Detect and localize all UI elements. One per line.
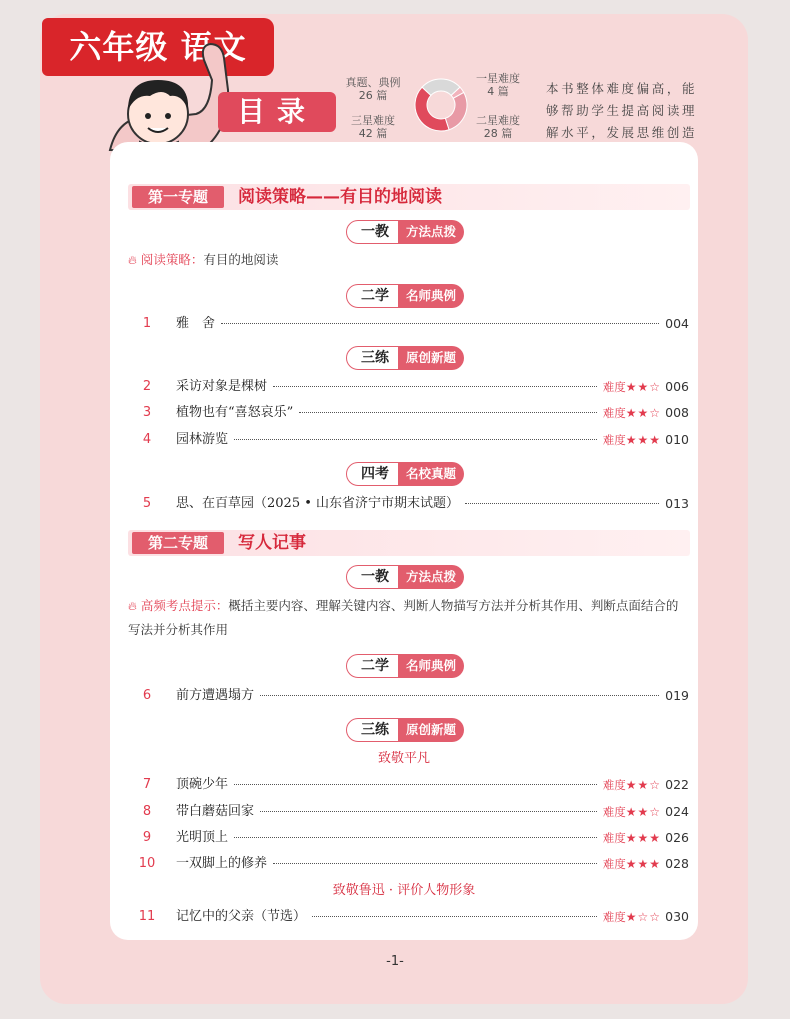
item-meta bbox=[603, 854, 689, 875]
item-number: 5 bbox=[142, 496, 152, 511]
item-title: 植物也有“喜怒哀乐” bbox=[176, 405, 294, 420]
page-number: -1- bbox=[386, 954, 404, 969]
step-teach bbox=[346, 565, 465, 589]
step-practice bbox=[346, 346, 465, 370]
difficulty-label: 难度 bbox=[602, 805, 626, 819]
difficulty-stars: ★★☆ bbox=[625, 778, 661, 792]
toc-item[interactable] bbox=[134, 377, 689, 397]
toc-item[interactable] bbox=[134, 686, 689, 706]
toc-item[interactable] bbox=[134, 403, 689, 423]
section-title: 写人记事 bbox=[238, 533, 306, 553]
difficulty-label-3: 二星难度 28 篇 bbox=[476, 114, 520, 140]
grade-badge: 六年级 语文 bbox=[42, 18, 274, 76]
difficulty-stars: ★★★ bbox=[625, 831, 661, 845]
item-title: 记忆中的父亲（节选） bbox=[176, 909, 307, 924]
note-label: 高频考点提示： bbox=[140, 598, 229, 613]
difficulty-label: 难度 bbox=[602, 380, 626, 394]
difficulty-label: 难度 bbox=[602, 778, 626, 792]
step-label: 方法点拨 bbox=[398, 565, 464, 589]
step-number: 二学 bbox=[346, 654, 404, 678]
difficulty-stars: ★☆☆ bbox=[625, 910, 661, 924]
page-ref: 022 bbox=[665, 777, 689, 792]
note-label: 阅读策略： bbox=[140, 252, 204, 267]
item-number: 1 bbox=[142, 316, 152, 331]
difficulty-label-1: 一星难度 4 篇 bbox=[476, 72, 520, 98]
step-label: 原创新题 bbox=[398, 718, 464, 742]
leader-dots bbox=[234, 439, 597, 440]
toc-item[interactable] bbox=[134, 494, 689, 514]
leader-dots bbox=[299, 412, 597, 413]
item-title: 采访对象是棵树 bbox=[176, 379, 268, 394]
item-title: 雅 舍 bbox=[176, 316, 216, 331]
section-title: 阅读策略——有目的地阅读 bbox=[238, 187, 442, 207]
step-number: 三练 bbox=[346, 346, 404, 370]
flame-icon: 🔥︎ bbox=[128, 599, 137, 613]
step-number: 二学 bbox=[346, 284, 404, 308]
page-ref: 010 bbox=[665, 432, 689, 447]
exam-hint-note bbox=[128, 594, 688, 642]
step-practice bbox=[346, 718, 465, 742]
section-header-2 bbox=[128, 530, 690, 556]
difficulty-stars: ★★☆ bbox=[625, 805, 661, 819]
step-label: 名师典例 bbox=[398, 654, 464, 678]
step-learn bbox=[346, 284, 465, 308]
toc-item[interactable] bbox=[134, 314, 689, 334]
item-title: 前方遭遇塌方 bbox=[176, 688, 255, 703]
item-number: 8 bbox=[142, 804, 152, 819]
leader-dots bbox=[465, 503, 659, 504]
item-number: 4 bbox=[142, 432, 152, 447]
difficulty-stars: ★★★ bbox=[625, 433, 661, 447]
difficulty-label-2: 三星难度 42 篇 bbox=[351, 114, 395, 140]
page-ref: 028 bbox=[665, 856, 689, 871]
note-text: 有目的地阅读 bbox=[203, 252, 279, 267]
item-title: 顶碗少年 bbox=[176, 777, 229, 792]
step-label: 名校真题 bbox=[398, 462, 464, 486]
difficulty-label: 难度 bbox=[602, 910, 626, 924]
toc-item[interactable] bbox=[134, 854, 689, 874]
difficulty-label-0: 真题、典例 26 篇 bbox=[345, 76, 401, 102]
item-title: 带白蘑菇回家 bbox=[176, 804, 255, 819]
toc-title: 目录 bbox=[218, 92, 336, 132]
difficulty-label: 难度 bbox=[602, 857, 626, 871]
item-meta bbox=[603, 377, 689, 398]
reading-strategy-note bbox=[128, 248, 688, 272]
toc-item[interactable] bbox=[134, 802, 689, 822]
subheading: 致敬平凡 bbox=[377, 751, 430, 766]
toc-item[interactable] bbox=[134, 907, 689, 927]
toc-item[interactable] bbox=[134, 828, 689, 848]
item-number: 2 bbox=[142, 379, 152, 394]
toc-item[interactable] bbox=[134, 430, 689, 450]
leader-dots bbox=[260, 695, 659, 696]
book-intro: 本书整体难度偏高，能够帮助学生提高阅读理解水平，发展思维创造 bbox=[546, 81, 696, 140]
page-ref: 026 bbox=[665, 830, 689, 845]
leader-dots bbox=[221, 323, 659, 324]
item-title: 光明顶上 bbox=[176, 830, 229, 845]
difficulty-stars: ★★★ bbox=[625, 857, 661, 871]
section-tag: 第二专题 bbox=[132, 532, 224, 554]
leader-dots bbox=[312, 916, 597, 917]
difficulty-stars: ★★☆ bbox=[625, 406, 661, 420]
step-label: 原创新题 bbox=[398, 346, 464, 370]
step-exam bbox=[346, 462, 465, 486]
difficulty-stars: ★★☆ bbox=[625, 380, 661, 394]
item-number: 10 bbox=[138, 856, 156, 871]
leader-dots bbox=[273, 863, 597, 864]
step-learn bbox=[346, 654, 465, 678]
donut-slice bbox=[445, 92, 467, 129]
item-title: 思、在百草园（2025 • 山东省济宁市期末试题） bbox=[176, 496, 460, 511]
step-number: 一教 bbox=[346, 565, 404, 589]
item-meta bbox=[665, 686, 689, 707]
difficulty-chart bbox=[338, 68, 528, 144]
step-label: 方法点拨 bbox=[398, 220, 464, 244]
item-number: 6 bbox=[142, 688, 152, 703]
toc-item[interactable] bbox=[134, 775, 689, 795]
page-ref: 004 bbox=[665, 316, 689, 331]
section-header-1 bbox=[128, 184, 690, 210]
leader-dots bbox=[234, 784, 597, 785]
step-number: 三练 bbox=[346, 718, 404, 742]
item-title: 一双脚上的修养 bbox=[176, 856, 268, 871]
difficulty-label: 难度 bbox=[602, 433, 626, 447]
item-meta bbox=[603, 802, 689, 823]
item-meta bbox=[665, 314, 689, 335]
difficulty-label: 难度 bbox=[602, 831, 626, 845]
page-ref: 019 bbox=[665, 688, 689, 703]
item-meta bbox=[603, 430, 689, 451]
item-number: 11 bbox=[138, 909, 156, 924]
item-meta bbox=[603, 907, 689, 928]
item-title: 园林游览 bbox=[176, 432, 229, 447]
page-ref: 030 bbox=[665, 909, 689, 924]
item-meta bbox=[603, 403, 689, 424]
item-number: 3 bbox=[142, 405, 152, 420]
item-number: 9 bbox=[142, 830, 152, 845]
page-ref: 013 bbox=[665, 496, 689, 511]
difficulty-label: 难度 bbox=[602, 406, 626, 420]
section-tag: 第一专题 bbox=[132, 186, 224, 208]
item-meta bbox=[665, 494, 689, 515]
item-number: 7 bbox=[142, 777, 152, 792]
page-ref: 024 bbox=[665, 804, 689, 819]
subheading: 致敬鲁迅 · 评价人物形象 bbox=[332, 883, 476, 898]
page-ref: 006 bbox=[665, 379, 689, 394]
step-number: 四考 bbox=[346, 462, 404, 486]
flame-icon: 🔥︎ bbox=[128, 253, 137, 267]
step-teach bbox=[346, 220, 465, 244]
step-label: 名师典例 bbox=[398, 284, 464, 308]
toc-card bbox=[110, 142, 698, 940]
page-ref: 008 bbox=[665, 405, 689, 420]
leader-dots bbox=[260, 811, 597, 812]
note-text: 概括主要内容、理解关键内容、判断人物描写方法并分析其作用、判断点面结合的写法并分析其作用 bbox=[128, 598, 679, 637]
leader-dots bbox=[234, 837, 597, 838]
leader-dots bbox=[273, 386, 597, 387]
difficulty-donut bbox=[414, 74, 468, 136]
step-number: 一教 bbox=[346, 220, 404, 244]
item-meta bbox=[603, 775, 689, 796]
item-meta bbox=[603, 828, 689, 849]
